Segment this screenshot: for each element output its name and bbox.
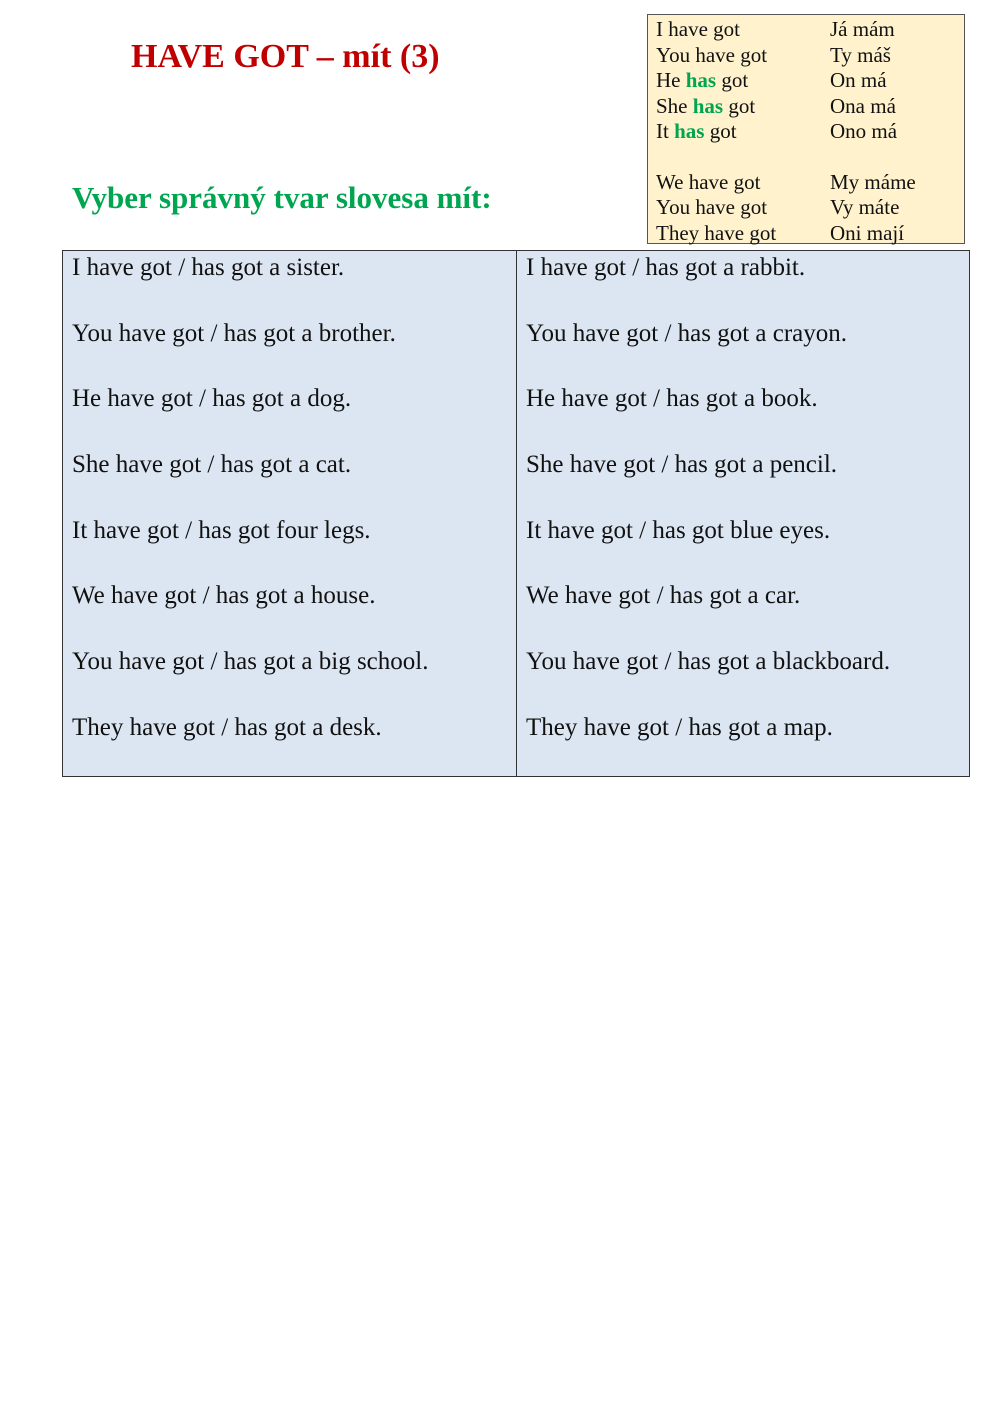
conjugation-english — [656, 68, 830, 94]
exercise-sentence: They have got / has got a map. — [526, 713, 833, 741]
exercise-sentence: I have got / has got a rabbit. — [526, 254, 806, 281]
conjugation-subject: We — [656, 169, 684, 194]
conjugation-row — [656, 17, 964, 43]
conjugation-verb: has — [674, 119, 705, 143]
conjugation-english — [656, 94, 830, 120]
conjugation-translation: Vy máte — [830, 195, 900, 219]
exercise-sentence: We have got / has got a house. — [72, 582, 376, 610]
conjugation-row — [656, 68, 964, 94]
conjugation-verb: have — [668, 17, 708, 41]
exercise-table — [62, 250, 970, 777]
conjugation-translation: My máme — [830, 169, 916, 194]
conjugation-row — [656, 94, 964, 120]
conjugation-got: got — [740, 195, 768, 219]
conjugation-subject: You — [656, 42, 691, 67]
exercise-sentence: I have got / has got a sister. — [72, 254, 345, 281]
exercise-column-right — [516, 251, 969, 776]
conjugation-english — [656, 17, 830, 43]
conjugation-translation: Já mám — [830, 17, 895, 41]
conjugation-verb: have — [704, 220, 745, 245]
page-title: HAVE GOT – mít (3) — [131, 38, 440, 75]
conjugation-english — [656, 195, 830, 221]
exercise-sentence: It have got / has got four legs. — [72, 516, 371, 544]
conjugation-verb: have — [688, 169, 729, 194]
conjugation-box — [647, 14, 965, 244]
conjugation-got: got — [749, 220, 777, 245]
conjugation-verb: has — [692, 93, 724, 118]
conjugation-english — [656, 119, 830, 145]
exercise-sentence: It have got / has got blue eyes. — [526, 516, 831, 544]
conjugation-verb: has — [685, 68, 717, 92]
conjugation-subject: He — [656, 68, 681, 92]
conjugation-verb: have — [695, 195, 735, 219]
conjugation-got: got — [721, 68, 749, 92]
conjugation-got: got — [740, 42, 768, 67]
instruction-heading: Vyber správný tvar slovesa mít: — [72, 180, 492, 215]
conjugation-translation: Ty máš — [830, 42, 891, 67]
conjugation-subject: It — [656, 119, 669, 143]
exercise-sentence: You have got / has got a brother. — [72, 319, 396, 347]
conjugation-got: got — [713, 17, 740, 41]
exercise-sentence: You have got / has got a blackboard. — [526, 648, 891, 676]
conjugation-verb: have — [695, 42, 735, 67]
conjugation-translation: Ono má — [830, 119, 898, 143]
conjugation-subject: They — [656, 220, 700, 245]
conjugation-english — [656, 43, 830, 69]
exercise-column-left — [63, 251, 516, 776]
exercise-sentence: She have got / has got a cat. — [72, 451, 352, 479]
exercise-sentence: You have got / has got a crayon. — [526, 319, 848, 347]
conjugation-english — [656, 170, 830, 196]
conjugation-got: got — [709, 119, 737, 143]
conjugation-subject: I — [656, 17, 663, 41]
conjugation-plural — [656, 170, 964, 247]
conjugation-row — [656, 221, 964, 247]
conjugation-singular — [656, 17, 964, 145]
conjugation-row — [656, 119, 964, 145]
conjugation-translation: Ona má — [830, 93, 896, 118]
conjugation-got: got — [733, 169, 761, 194]
conjugation-row — [656, 43, 964, 69]
conjugation-english — [656, 221, 830, 247]
exercise-sentence: He have got / has got a book. — [526, 385, 818, 413]
conjugation-got: got — [728, 93, 756, 118]
conjugation-translation: Oni mají — [830, 220, 905, 245]
conjugation-subject: She — [656, 93, 688, 118]
exercise-sentence: We have got / has got a car. — [526, 582, 801, 610]
conjugation-subject: You — [656, 195, 691, 219]
conjugation-row — [656, 170, 964, 196]
exercise-sentence: You have got / has got a big school. — [72, 648, 429, 676]
conjugation-row — [656, 195, 964, 221]
exercise-sentence: She have got / has got a pencil. — [526, 451, 838, 479]
conjugation-translation: On má — [830, 68, 887, 92]
exercise-sentence: He have got / has got a dog. — [72, 385, 352, 413]
exercise-sentence: They have got / has got a desk. — [72, 713, 382, 741]
